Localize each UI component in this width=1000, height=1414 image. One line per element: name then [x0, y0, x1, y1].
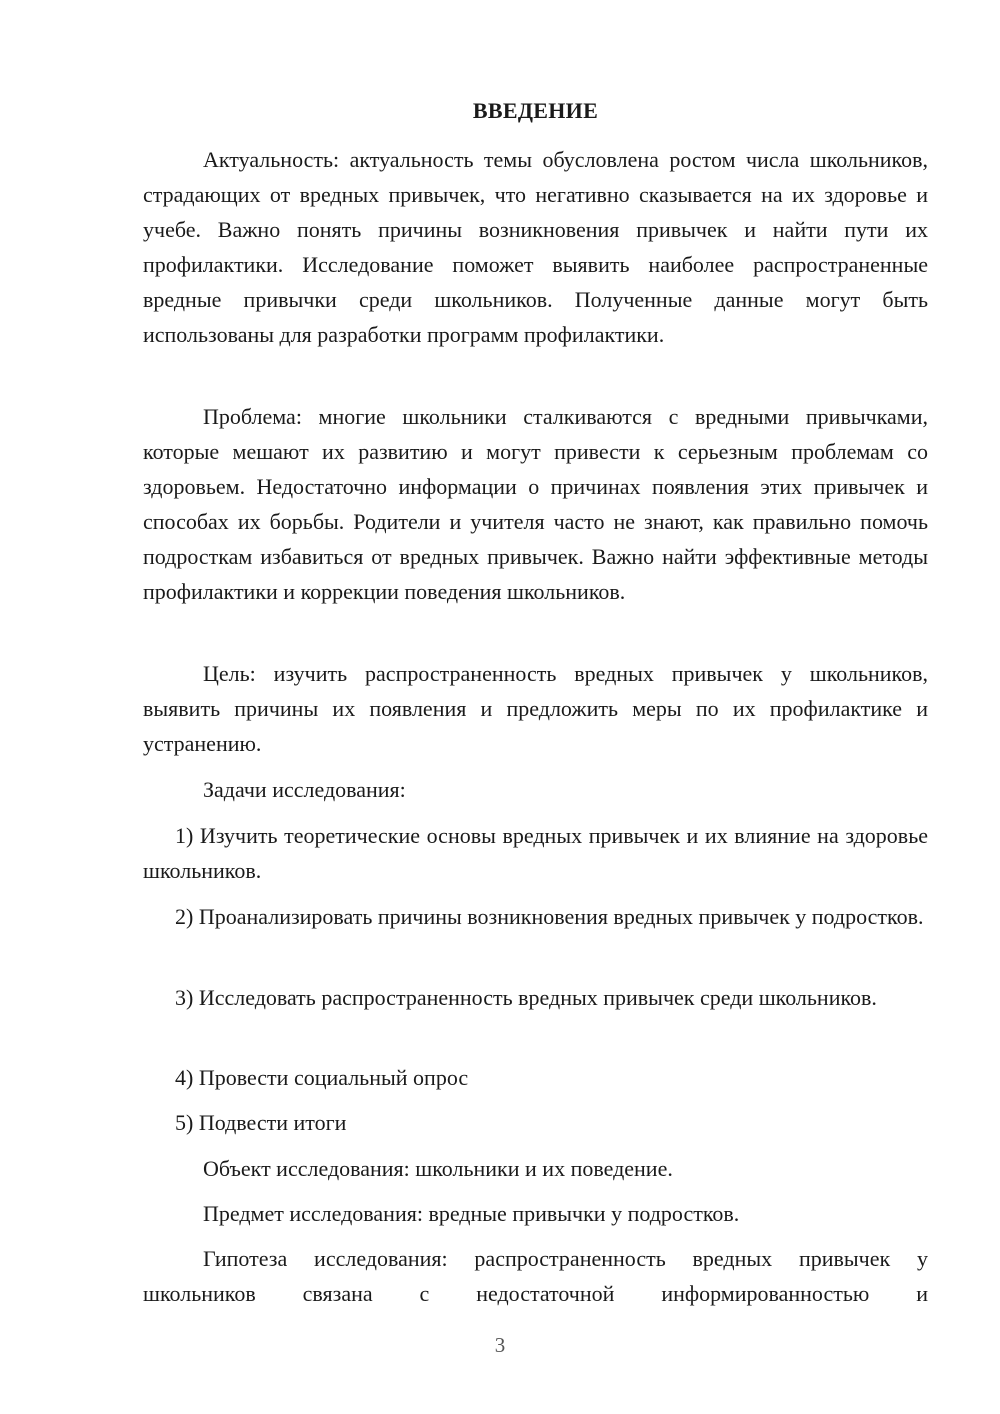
page-title: ВВЕДЕНИЕ: [472, 98, 599, 123]
relevance-block: [143, 142, 928, 352]
goal-paragraph: Цель: изучить распространенность вредных привычек у школьников, выявить причины их появления и предложить меры по их профилактике и устранению.: [143, 661, 928, 756]
task-block-5: [143, 1105, 928, 1140]
subject-block: [143, 1196, 928, 1231]
problem-block: [143, 399, 928, 609]
task-item: 3) Исследовать распространенность вредных привычек среди школьников.: [175, 985, 877, 1010]
tasks-heading: Задачи исследования:: [203, 777, 406, 802]
tasks-heading-block: [143, 772, 928, 807]
task-item: 1) Изучить теоретические основы вредных привычек и их влияние на здоровье школьников.: [143, 823, 928, 883]
hypothesis-block: [143, 1241, 928, 1311]
task-block-1: [143, 818, 928, 888]
task-block-4: [143, 1060, 928, 1095]
task-item: 4) Провести социальный опрос: [175, 1065, 469, 1090]
problem-paragraph: Проблема: многие школьники сталкиваются с вредными привычками, которые мешают их развитию и могут привести к серьезным проблемам со здоровьем. Недостаточно информации о причинах появления этих привычек и способах их борьбы. Родители и учителя часто не знают, как правильно помочь подросткам избавиться от вредных привычек. Важно найти эффективные методы профилактики и коррекции поведения школьников.: [143, 404, 928, 604]
page-number: 3: [494, 1333, 506, 1357]
relevance-paragraph: Актуальность: актуальность темы обусловлена ростом числа школьников, страдающих от вредных привычек, что негативно сказывается на их здоровье и учебе. Важно понять причины возникновения привычек и найти пути их профилактики. Исследование поможет выявить наиболее распространенные вредные привычки среди школьников. Полученные данные могут быть использованы для разработки программ профилактики.: [143, 147, 928, 347]
subject-paragraph: Предмет исследования: вредные привычки у подростков.: [203, 1201, 740, 1226]
object-paragraph: Объект исследования: школьники и их поведение.: [203, 1156, 673, 1181]
hypothesis-paragraph: Гипотеза исследования: распространенность вредных привычек у школьников связана с недостаточной информированностью и: [143, 1246, 928, 1306]
object-block: [143, 1151, 928, 1186]
task-item: 5) Подвести итоги: [175, 1110, 347, 1135]
task-block-3: [143, 980, 928, 1015]
goal-block: [143, 656, 928, 761]
task-item: 2) Проанализировать причины возникновения вредных привычек у подростков.: [175, 904, 924, 929]
task-block-2: [143, 899, 928, 934]
